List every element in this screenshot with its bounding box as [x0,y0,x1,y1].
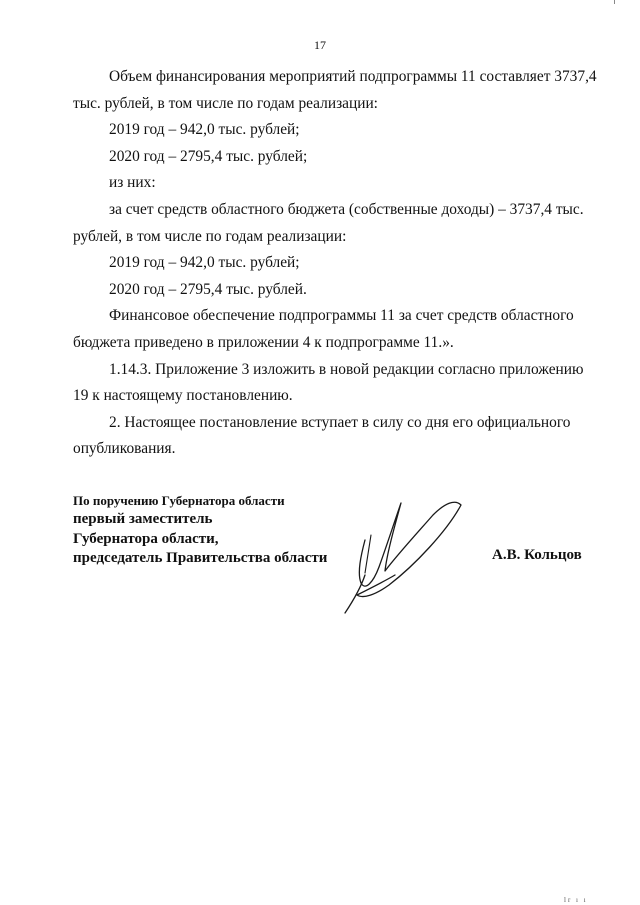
paragraph-year-2019: 2019 год – 942,0 тыс. рублей; [109,121,300,139]
signatory-line-on-behalf: По поручению Губернатора области [73,493,285,508]
signatory-line-position: первый заместитель [73,511,213,527]
paragraph-appendix-3: 1.14.3. Приложение 3 изложить в новой редакции согласно приложению 19 к настоящему постановлению. [73,360,584,405]
paragraph-budget-year-2019: 2019 год – 942,0 тыс. рублей; [109,254,300,272]
scan-corner-mark: lr ı ı [564,896,588,904]
page-number: 17 [314,38,326,52]
paragraph-year-2020: 2020 год – 2795,4 тыс. рублей; [109,147,308,165]
handwritten-signature [335,495,475,615]
paragraph-of-which: из них: [109,174,156,192]
signatory-line-governor: Губернатора области, [73,530,219,547]
paragraph-budget-year-2020: 2020 год – 2795,4 тыс. рублей. [109,280,307,298]
paragraph-regional-budget: за счет средств областного бюджета (собственные доходы) – 3737,4 тыс. рублей, в том числе по годам реализации: [73,200,584,245]
signatory-name: А.В. Кольцов [492,547,582,563]
document-body [73,64,601,463]
signatory-line-chairman: председатель Правительства области [73,550,328,566]
paragraph-financial-support: Финансовое обеспечение подпрограммы 11 за счет средств областного бюджета приведено в приложении 4 к подпрограмме 11.». [73,307,574,351]
paragraph-financing-volume: Объем финансирования мероприятий подпрограммы 11 составляет 3737,4 тыс. рублей, в том числе по годам реализации: [73,68,597,112]
signatory-title-block [73,492,373,569]
paragraph-entry-into-force: 2. Настоящее постановление вступает в силу со дня его официального опубликования. [73,413,571,458]
scan-edge-mark [614,0,615,4]
